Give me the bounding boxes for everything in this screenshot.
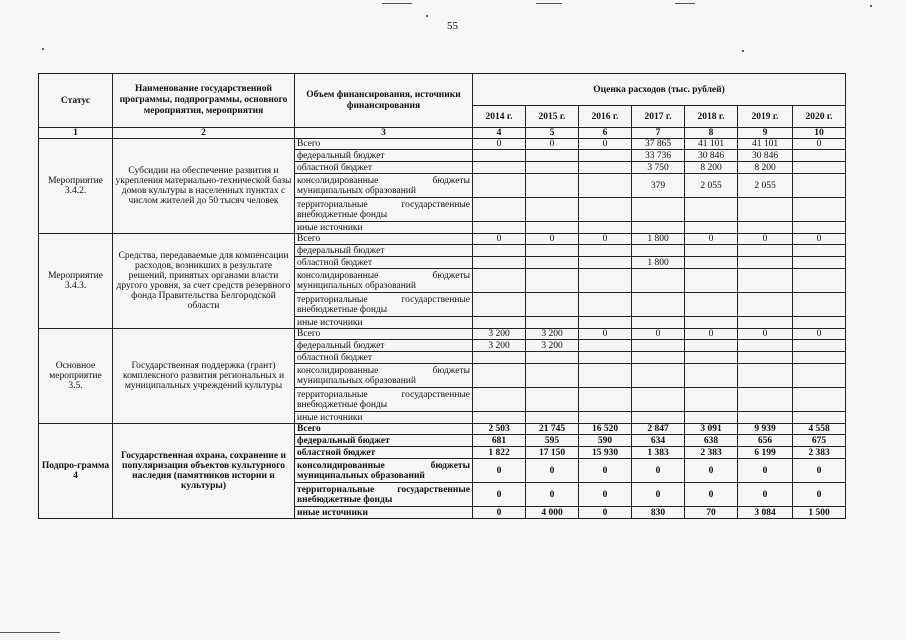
value-cell: 590 (579, 435, 632, 447)
value-cell (738, 257, 793, 269)
value-cell (738, 364, 793, 388)
value-cell (793, 257, 846, 269)
status-cell: Мероприятие 3.4.3. (39, 234, 113, 329)
value-cell: 0 (473, 507, 526, 519)
value-cell: 3 750 (632, 162, 685, 174)
value-cell: 8 200 (738, 162, 793, 174)
funding-source-cell: областной бюджет (295, 257, 473, 269)
scan-mark (536, 3, 562, 4)
table-body (39, 139, 846, 519)
value-cell: 0 (793, 329, 846, 340)
value-cell (738, 388, 793, 412)
funding-source-cell: иные источники (295, 507, 473, 519)
value-cell: 2 503 (473, 424, 526, 435)
value-cell (579, 150, 632, 162)
value-cell (526, 293, 579, 317)
value-cell (793, 340, 846, 352)
table-row (39, 329, 846, 340)
value-cell: 0 (526, 459, 579, 483)
funding-source-cell: территориальные государственные внебюджетные фонды (295, 293, 473, 317)
value-cell: 8 200 (685, 162, 738, 174)
value-cell (632, 222, 685, 234)
column-index: 3 (295, 128, 473, 139)
scan-dot (870, 5, 872, 7)
scan-dot (742, 50, 744, 52)
value-cell: 0 (738, 459, 793, 483)
value-cell (793, 174, 846, 198)
value-cell (738, 198, 793, 222)
value-cell (579, 174, 632, 198)
value-cell (685, 340, 738, 352)
value-cell (526, 317, 579, 329)
value-cell: 3 200 (473, 329, 526, 340)
value-cell (526, 269, 579, 293)
value-cell (473, 198, 526, 222)
value-cell: 15 930 (579, 447, 632, 459)
value-cell: 0 (738, 329, 793, 340)
column-index: 5 (526, 128, 579, 139)
value-cell: 33 736 (632, 150, 685, 162)
value-cell: 70 (685, 507, 738, 519)
value-cell: 2 383 (793, 447, 846, 459)
value-cell (632, 245, 685, 257)
scan-dot (42, 48, 44, 50)
value-cell: 2 847 (632, 424, 685, 435)
value-cell (526, 174, 579, 198)
value-cell: 37 865 (632, 139, 685, 150)
value-cell (685, 352, 738, 364)
value-cell: 9 939 (738, 424, 793, 435)
value-cell: 0 (685, 234, 738, 245)
value-cell (685, 257, 738, 269)
value-cell: 0 (473, 483, 526, 507)
value-cell: 830 (632, 507, 685, 519)
value-cell (473, 162, 526, 174)
value-cell (526, 364, 579, 388)
value-cell (793, 222, 846, 234)
value-cell (738, 352, 793, 364)
value-cell (579, 412, 632, 424)
column-index: 7 (632, 128, 685, 139)
funding-source-cell: Всего (295, 329, 473, 340)
value-cell: 41 101 (738, 139, 793, 150)
column-index: 2 (113, 128, 295, 139)
value-cell: 634 (632, 435, 685, 447)
value-cell: 0 (632, 483, 685, 507)
value-cell: 3 200 (473, 340, 526, 352)
funding-source-cell: областной бюджет (295, 447, 473, 459)
funding-source-cell: областной бюджет (295, 162, 473, 174)
value-cell (579, 269, 632, 293)
value-cell: 681 (473, 435, 526, 447)
measure-name-cell: Средства, передаваемые для компенсации расходов, возникших в результате решений, принятых органами власти другого уровня, за счет средств резервного фонда Правительства Белгородской области (113, 234, 295, 329)
value-cell (738, 269, 793, 293)
value-cell (473, 245, 526, 257)
value-cell: 1 800 (632, 234, 685, 245)
value-cell (579, 245, 632, 257)
value-cell (738, 412, 793, 424)
value-cell: 0 (685, 329, 738, 340)
column-index: 1 (39, 128, 113, 139)
scan-mark (675, 3, 695, 4)
header-status: Статус (39, 74, 113, 128)
funding-source-cell: консолидированные бюджеты муниципальных образований (295, 269, 473, 293)
value-cell (632, 269, 685, 293)
header-year: 2017 г. (632, 106, 685, 128)
value-cell: 675 (793, 435, 846, 447)
value-cell (632, 412, 685, 424)
value-cell: 4 000 (526, 507, 579, 519)
value-cell (526, 257, 579, 269)
value-cell: 0 (793, 139, 846, 150)
status-cell: Мероприятие 3.4.2. (39, 139, 113, 234)
value-cell (473, 352, 526, 364)
value-cell (473, 174, 526, 198)
value-cell (685, 388, 738, 412)
value-cell (685, 245, 738, 257)
table-row (39, 139, 846, 150)
value-cell: 3 084 (738, 507, 793, 519)
funding-source-cell: иные источники (295, 412, 473, 424)
value-cell (526, 198, 579, 222)
value-cell: 0 (579, 329, 632, 340)
value-cell: 0 (473, 139, 526, 150)
value-cell (793, 269, 846, 293)
funding-source-cell: областной бюджет (295, 352, 473, 364)
value-cell (579, 388, 632, 412)
value-cell: 30 846 (685, 150, 738, 162)
value-cell (473, 412, 526, 424)
scan-dot (426, 15, 428, 17)
value-cell (685, 364, 738, 388)
header-year: 2016 г. (579, 106, 632, 128)
value-cell (632, 293, 685, 317)
column-index: 8 (685, 128, 738, 139)
funding-source-cell: федеральный бюджет (295, 245, 473, 257)
value-cell: 1 800 (632, 257, 685, 269)
value-cell: 0 (632, 459, 685, 483)
value-cell (793, 317, 846, 329)
value-cell (685, 198, 738, 222)
value-cell (632, 198, 685, 222)
header-finance: Объем финансирования, источники финансирования (295, 74, 473, 128)
value-cell (473, 388, 526, 412)
value-cell (685, 269, 738, 293)
funding-source-cell: консолидированные бюджеты муниципальных образований (295, 174, 473, 198)
value-cell (473, 269, 526, 293)
expenses-table (38, 73, 846, 519)
value-cell (526, 162, 579, 174)
header-name: Наименование государственной программы, подпрограммы, основного мероприятия, мероприятия (113, 74, 295, 128)
value-cell: 379 (632, 174, 685, 198)
value-cell: 0 (526, 483, 579, 507)
header-year: 2015 г. (526, 106, 579, 128)
value-cell: 0 (579, 459, 632, 483)
status-cell: Основное мероприятие 3.5. (39, 329, 113, 424)
funding-source-cell: иные источники (295, 317, 473, 329)
value-cell (738, 245, 793, 257)
column-index: 4 (473, 128, 526, 139)
value-cell: 30 846 (738, 150, 793, 162)
value-cell (685, 222, 738, 234)
value-cell (793, 412, 846, 424)
value-cell: 638 (685, 435, 738, 447)
value-cell: 2 055 (738, 174, 793, 198)
value-cell (632, 317, 685, 329)
value-cell: 0 (685, 483, 738, 507)
value-cell (473, 293, 526, 317)
value-cell (526, 245, 579, 257)
funding-source-cell: Всего (295, 424, 473, 435)
header-year: 2020 г. (793, 106, 846, 128)
value-cell: 0 (579, 507, 632, 519)
value-cell: 21 745 (526, 424, 579, 435)
value-cell: 0 (738, 234, 793, 245)
scan-mark (0, 632, 60, 633)
value-cell (632, 352, 685, 364)
value-cell: 0 (793, 234, 846, 245)
value-cell (632, 340, 685, 352)
value-cell: 17 150 (526, 447, 579, 459)
value-cell (473, 317, 526, 329)
value-cell (526, 150, 579, 162)
value-cell (473, 222, 526, 234)
value-cell (632, 364, 685, 388)
value-cell (793, 198, 846, 222)
funding-source-cell: федеральный бюджет (295, 340, 473, 352)
value-cell (738, 293, 793, 317)
value-cell: 0 (579, 139, 632, 150)
value-cell: 0 (526, 234, 579, 245)
value-cell: 0 (685, 459, 738, 483)
header-year: 2019 г. (738, 106, 793, 128)
value-cell: 2 383 (685, 447, 738, 459)
value-cell (473, 364, 526, 388)
measure-name-cell: Субсидии на обеспечение развития и укрепления материально-технической базы домов культуры в населенных пунктах с числом жителей до 50 тысяч человек (113, 139, 295, 234)
value-cell (579, 364, 632, 388)
value-cell (579, 162, 632, 174)
page-number: 55 (447, 20, 458, 32)
value-cell (579, 222, 632, 234)
value-cell: 2 055 (685, 174, 738, 198)
value-cell (793, 245, 846, 257)
value-cell (473, 150, 526, 162)
value-cell (579, 293, 632, 317)
value-cell: 3 200 (526, 340, 579, 352)
value-cell: 0 (579, 234, 632, 245)
header-estimate: Оценка расходов (тыс. рублей) (473, 74, 846, 106)
funding-source-cell: федеральный бюджет (295, 150, 473, 162)
value-cell: 1 822 (473, 447, 526, 459)
value-cell (579, 340, 632, 352)
funding-source-cell: территориальные государственные внебюджетные фонды (295, 483, 473, 507)
value-cell: 0 (793, 483, 846, 507)
value-cell (685, 412, 738, 424)
value-cell (793, 293, 846, 317)
value-cell (793, 150, 846, 162)
value-cell: 0 (526, 139, 579, 150)
funding-source-cell: консолидированные бюджеты муниципальных образований (295, 459, 473, 483)
measure-name-cell: Государственная охрана, сохранение и популяризация объектов культурного наследия (памятников истории и культуры) (113, 424, 295, 519)
value-cell: 656 (738, 435, 793, 447)
table-row (39, 234, 846, 245)
value-cell (738, 340, 793, 352)
value-cell (685, 293, 738, 317)
value-cell (632, 388, 685, 412)
value-cell (526, 222, 579, 234)
funding-source-cell: территориальные государственные внебюджетные фонды (295, 198, 473, 222)
funding-source-cell: консолидированные бюджеты муниципальных образований (295, 364, 473, 388)
funding-source-cell: иные источники (295, 222, 473, 234)
value-cell: 1 500 (793, 507, 846, 519)
value-cell: 6 199 (738, 447, 793, 459)
value-cell: 4 558 (793, 424, 846, 435)
value-cell (526, 388, 579, 412)
funding-source-cell: Всего (295, 234, 473, 245)
funding-source-cell: территориальные государственные внебюджетные фонды (295, 388, 473, 412)
value-cell (793, 364, 846, 388)
value-cell (793, 352, 846, 364)
column-index: 10 (793, 128, 846, 139)
value-cell (579, 352, 632, 364)
value-cell (793, 388, 846, 412)
value-cell: 41 101 (685, 139, 738, 150)
value-cell: 0 (473, 234, 526, 245)
scan-mark (382, 3, 412, 4)
column-index: 6 (579, 128, 632, 139)
value-cell: 1 383 (632, 447, 685, 459)
value-cell (793, 162, 846, 174)
value-cell: 0 (738, 483, 793, 507)
value-cell (579, 317, 632, 329)
value-cell: 16 520 (579, 424, 632, 435)
value-cell (738, 317, 793, 329)
header-year: 2014 г. (473, 106, 526, 128)
column-index: 9 (738, 128, 793, 139)
measure-name-cell: Государственная поддержка (грант) комплексного развития региональных и муниципальных учреждений культуры (113, 329, 295, 424)
status-cell: Подпро-грамма 4 (39, 424, 113, 519)
value-cell (526, 412, 579, 424)
header-year: 2018 г. (685, 106, 738, 128)
value-cell: 0 (579, 483, 632, 507)
value-cell (738, 222, 793, 234)
value-cell: 595 (526, 435, 579, 447)
funding-source-cell: Всего (295, 139, 473, 150)
table-row (39, 424, 846, 435)
funding-source-cell: федеральный бюджет (295, 435, 473, 447)
value-cell: 0 (793, 459, 846, 483)
value-cell (473, 257, 526, 269)
value-cell (685, 317, 738, 329)
value-cell: 0 (632, 329, 685, 340)
value-cell: 0 (473, 459, 526, 483)
value-cell (526, 352, 579, 364)
value-cell: 3 200 (526, 329, 579, 340)
value-cell (579, 257, 632, 269)
value-cell (579, 198, 632, 222)
value-cell: 3 091 (685, 424, 738, 435)
